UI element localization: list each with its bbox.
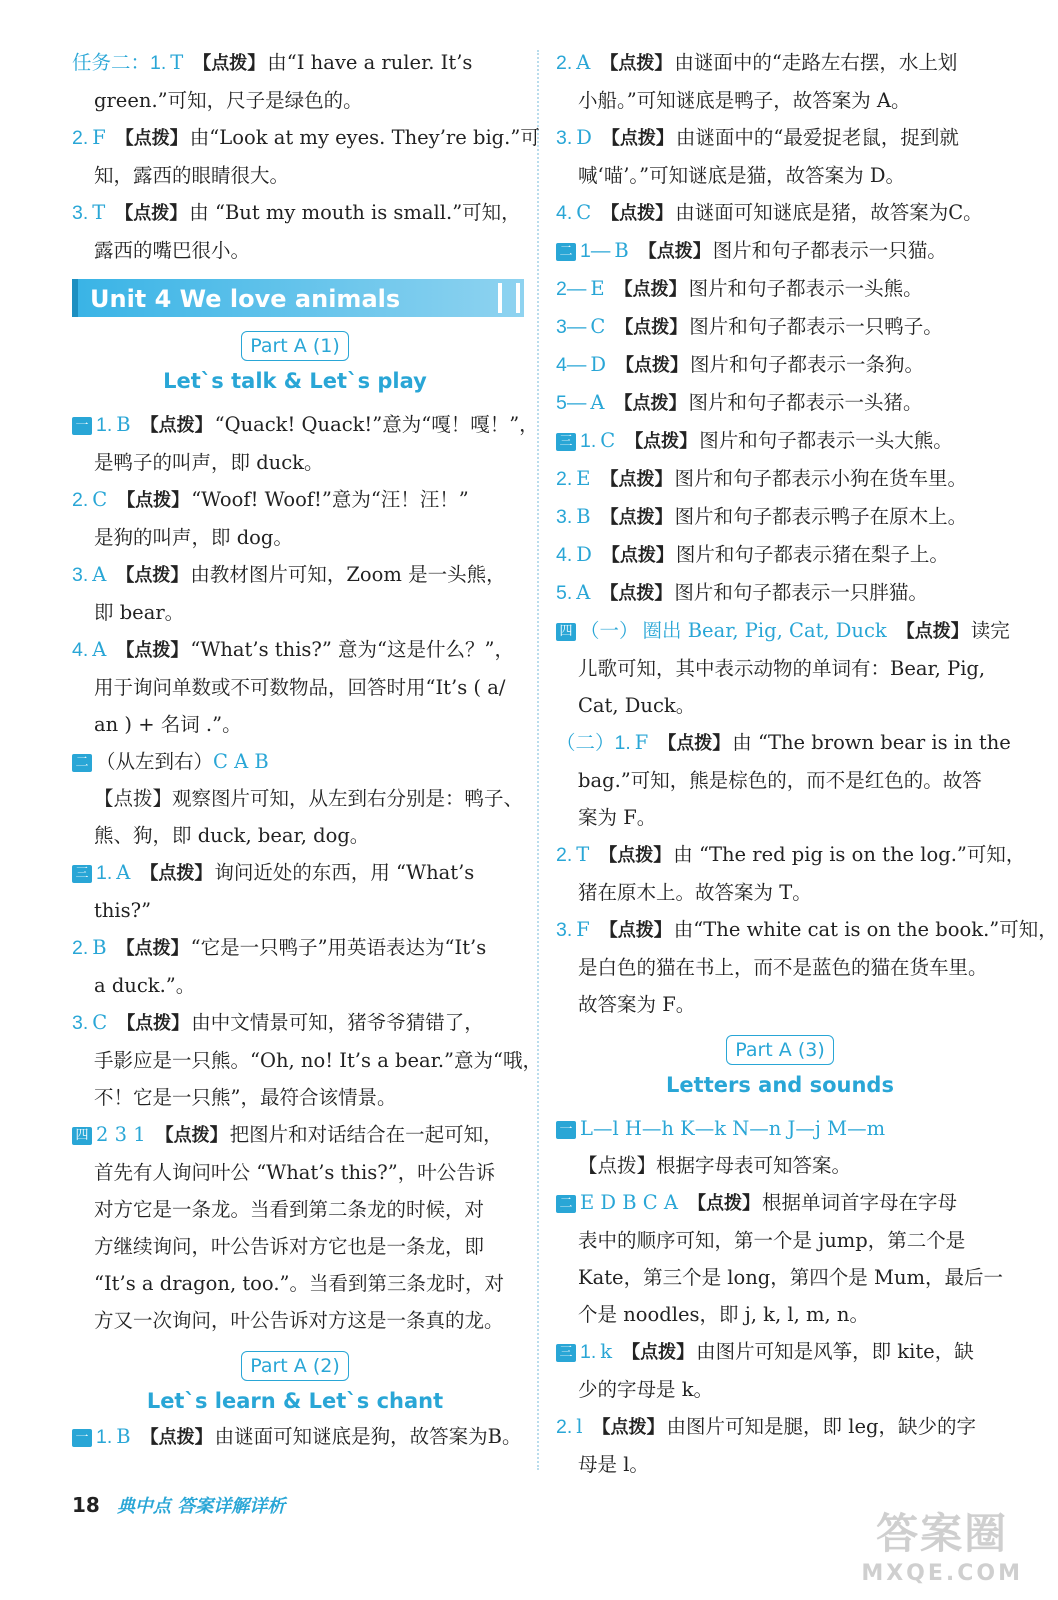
explanation-text: 方又一次询问，叶公告诉对方这是一条真的龙。 — [94, 1309, 504, 1332]
explanation-text: 对方它是一条龙。当看到第二条龙的时候，对 — [94, 1198, 485, 1221]
hint-tag: 【点拨】 — [601, 203, 674, 224]
hint-tag: 【点拨】 — [592, 1417, 665, 1438]
answer-line — [556, 1446, 1004, 1483]
answer-line — [556, 536, 1004, 574]
question-number: 3. — [72, 202, 89, 224]
question-number: 2. — [72, 127, 89, 149]
explanation-text: 图片和句子都表示一头猪。 — [688, 391, 923, 414]
answer-line — [556, 308, 1004, 346]
explanation-text: 由谜面可知谜底是狗，故答案为B。 — [214, 1425, 522, 1448]
answer-value: B — [116, 1425, 131, 1448]
section-number-badge: 三 — [556, 1344, 576, 1362]
answer-line — [72, 157, 518, 194]
hint-tag: 【点拨】 — [614, 393, 687, 414]
explanation-text: 由 “But my mouth is small.”可知， — [189, 201, 521, 224]
explanation-text: 询问近处的东西，用 “What’s — [214, 861, 475, 884]
explanation-text: 猪在原木上。故答案为 T。 — [578, 881, 812, 904]
answer-value: T — [92, 201, 106, 224]
part-label: Part A (3) — [726, 1035, 834, 1065]
explanation-text: 由 “The red pig is on the log.”可知， — [673, 843, 1026, 866]
part-subtitle: Let`s talk & Let`s play — [163, 369, 427, 393]
question-number: 4. — [72, 639, 89, 661]
question-number: 3— — [556, 316, 587, 338]
question-number: 2. — [556, 52, 573, 74]
explanation-text: “It’s a dragon, too.”。当看到第三条龙时，对 — [94, 1272, 504, 1295]
hint-tag: 【点拨】 — [688, 1193, 760, 1214]
explanation-text: 是狗的叫声，即 dog。 — [94, 526, 293, 549]
section-number-badge: 二 — [556, 243, 576, 261]
hint-tag: 【点拨】 — [599, 920, 672, 941]
answer-value: 圈出 Bear, Pig, Cat, Duck — [642, 619, 887, 642]
answer-line — [556, 650, 1004, 687]
hint-tag: 【点拨】 — [140, 863, 213, 884]
question-number: 2. — [556, 1416, 573, 1438]
question-number: 5. — [556, 582, 573, 604]
question-number: （一） — [580, 620, 639, 642]
answer-line — [556, 762, 1004, 799]
answer-line — [556, 44, 1004, 82]
banner-bars — [498, 283, 520, 313]
answer-line — [556, 460, 1004, 498]
section-number-badge: 四 — [72, 1127, 92, 1145]
answer-line — [72, 929, 518, 967]
section-number-badge: 一 — [72, 417, 92, 435]
answer-line — [72, 1154, 518, 1191]
hint-tag: 【点拨】 — [193, 53, 266, 74]
answer-line — [72, 44, 518, 82]
answer-line — [556, 1371, 1004, 1408]
brand-logo: 典中点 答案详解详析 — [116, 1496, 286, 1517]
part-label: Part A (1) — [241, 331, 349, 361]
section-number-badge: 三 — [72, 865, 92, 883]
answer-line — [556, 119, 1004, 157]
section-number-badge: 三 — [556, 433, 576, 451]
question-number: 1. — [96, 862, 113, 884]
answer-value: E — [590, 277, 605, 300]
explanation-text: “它是一只鸭子”用英语表达为“It’s — [190, 936, 487, 959]
section-number-badge: 一 — [72, 1429, 92, 1447]
answer-line — [556, 270, 1004, 308]
answer-value: E D B C A — [580, 1191, 678, 1214]
answer-value: C — [576, 201, 592, 224]
explanation-text: 图片和句子都表示一头熊。 — [688, 277, 923, 300]
answer-line — [72, 631, 518, 669]
section-number-badge: 二 — [556, 1195, 576, 1213]
question-number: 2— — [556, 278, 587, 300]
page-footer — [72, 1492, 285, 1518]
explanation-text: 图片和句子都表示小狗在货车里。 — [674, 467, 968, 490]
hint-tag: 【点拨】 — [116, 565, 189, 586]
answer-line — [72, 1116, 518, 1154]
section-number-badge: 一 — [556, 1121, 576, 1139]
explanation-text: 由图片可知是风筝，即 kite，缺 — [696, 1340, 974, 1363]
question-number: 2. — [556, 468, 573, 490]
part-subtitle: Letters and sounds — [666, 1073, 894, 1097]
explanation-text: 由“The white cat is on the book.”可知， — [673, 918, 1058, 941]
hint-tag: 【点拨】 — [140, 415, 213, 436]
answer-value: D — [590, 353, 606, 376]
question-number: 2. — [72, 489, 89, 511]
hint-tag: 【点拨】 — [601, 128, 674, 149]
answer-line — [556, 157, 1004, 194]
question-number: 3. — [556, 127, 573, 149]
answer-line — [72, 706, 518, 743]
part-a3-heading — [556, 1031, 1004, 1102]
explanation-text: 露西的嘴巴很小。 — [94, 239, 251, 262]
unit-banner — [72, 279, 524, 317]
part-a2-heading — [72, 1347, 518, 1418]
question-number: 3. — [556, 919, 573, 941]
explanation-text: 图片和句子都表示鸭子在原木上。 — [674, 505, 968, 528]
answer-line — [72, 1042, 542, 1079]
answer-value: B — [92, 936, 107, 959]
explanation-text: 由图片可知是腿，即 leg，缺少的字 — [666, 1415, 976, 1438]
answer-value: D — [576, 543, 592, 566]
question-number: 3. — [72, 1012, 89, 1034]
answer-value: E — [576, 467, 591, 490]
hint-tag: 【点拨】 — [625, 431, 698, 452]
answer-line — [556, 874, 1004, 911]
answer-value: F — [92, 126, 106, 149]
explanation-text: 即 bear。 — [94, 601, 185, 624]
answer-value: A — [92, 563, 107, 586]
question-number: 1. — [580, 430, 597, 452]
answer-line — [72, 1079, 518, 1116]
hint-tag: 【点拨】 — [616, 355, 688, 376]
explanation-text: 表中的顺序可知，第一个是 jump，第二个是 — [578, 1229, 966, 1252]
question-number: 2. — [72, 937, 89, 959]
explanation-text: 由 “The brown bear is in the — [732, 731, 1011, 754]
answer-line — [556, 232, 1004, 270]
hint-tag: 【点拨】 — [638, 241, 711, 262]
answer-value: A — [576, 51, 591, 74]
answer-line — [72, 817, 518, 854]
column-divider — [537, 50, 539, 1470]
explanation-text: 图片和句子都表示一只猫。 — [712, 239, 947, 262]
answer-value: B — [614, 239, 629, 262]
answer-line — [556, 949, 1004, 986]
answer-line — [72, 854, 518, 892]
answer-line — [556, 836, 1026, 874]
answer-line — [556, 1296, 1004, 1333]
explanation-text: 手影应是一只熊。“Oh, no! It’s a bear.”意为“哦， — [94, 1049, 542, 1072]
answer-line — [556, 194, 1004, 232]
hint-tag: 【点拨】 — [117, 1013, 190, 1034]
explanation-text: 少的字母是 k。 — [578, 1378, 714, 1401]
answer-line — [72, 119, 540, 157]
explanation-text: bag.”可知，熊是棕色的，而不是红色的。故答 — [578, 769, 982, 792]
section-number-badge: 二 — [72, 754, 92, 772]
explanation-text: 方继续询问，叶公告诉对方它也是一条龙，即 — [94, 1235, 485, 1258]
answer-line — [72, 780, 524, 817]
explanation-text: 小船。”可知谜底是鸭子，故答案为 A。 — [578, 89, 911, 112]
part-subtitle: Let`s learn & Let`s chant — [146, 1389, 444, 1413]
answer-line — [556, 1408, 1004, 1446]
explanation-text: “Woof! Woof!”意为“汪！汪！” — [191, 488, 469, 511]
answer-line — [556, 1222, 1004, 1259]
answer-value: B — [116, 413, 131, 436]
answer-value: F — [634, 731, 649, 754]
answer-line — [72, 1004, 518, 1042]
explanation-text: “What’s this?” 意为“这是什么？”， — [190, 638, 514, 661]
answer-value: A — [590, 391, 605, 414]
answer-line — [556, 346, 1004, 384]
hint-tag: 【点拨】 — [600, 53, 673, 74]
section-number-badge: 四 — [556, 623, 576, 641]
question-number: 1. — [580, 1341, 597, 1363]
answer-line — [556, 986, 1004, 1023]
answer-value: B — [576, 505, 591, 528]
explanation-text: 知，露西的眼睛很大。 — [94, 164, 290, 187]
answer-value: A — [92, 638, 107, 661]
hint-tag: 【点拨】 — [658, 733, 731, 754]
answer-value: T — [576, 843, 590, 866]
answer-line — [72, 556, 518, 594]
explanation-text: Cat, Duck。 — [578, 694, 696, 717]
explanation-text: 【点拨】观察图片可知，从左到右分别是：鸭子、 — [94, 787, 524, 810]
explanation-text: 故答案为 F。 — [578, 993, 696, 1016]
explanation-text: 由教材图片可知，Zoom 是一头熊， — [190, 563, 506, 586]
answer-value: C A B — [213, 750, 269, 773]
explanation-text: 是鸭子的叫声，即 duck。 — [94, 451, 324, 474]
answer-value: A — [576, 581, 591, 604]
hint-tag: 【点拨】 — [116, 938, 189, 959]
answer-line — [556, 1259, 1004, 1296]
answer-line — [556, 1184, 1004, 1222]
hint-tag: 【点拨】 — [140, 1427, 213, 1448]
explanation-text: 图片和句子都表示一条狗。 — [690, 353, 925, 376]
answer-line — [556, 82, 1004, 119]
answer-line — [72, 1418, 522, 1456]
answer-line — [72, 743, 518, 780]
explanation-text: 用于询问单数或不可数物品，回答时用“It’s ( a/ — [94, 676, 506, 699]
explanation-text: 是白色的猫在书上，而不是蓝色的猫在货车里。 — [578, 956, 988, 979]
explanation-text: 首先有人询问叶公 “What’s this?”，叶公告诉 — [94, 1161, 496, 1184]
explanation-text: 个是 noodles，即 j, k, l, m, n。 — [578, 1303, 869, 1326]
explanation-text: 由中文情景可知，猪爷爷猜错了， — [191, 1011, 484, 1034]
answer-line — [72, 194, 521, 232]
question-number: （二）1. — [556, 732, 631, 754]
answer-line — [72, 594, 518, 631]
hint-tag: 【点拨】 — [600, 507, 673, 528]
explanation-text: 由谜面中的“最爱捉老鼠，捉到就 — [675, 126, 959, 149]
answer-line — [556, 1333, 1004, 1371]
explanation-text: 喊‘喵’。”可知谜底是猫，故答案为 D。 — [578, 164, 905, 187]
explanation-text: （从左到右） — [96, 750, 214, 773]
explanation-text: 熊、狗，即 duck, bear, dog。 — [94, 824, 370, 847]
question-number: 1. — [96, 414, 113, 436]
hint-tag: 【点拨】 — [116, 640, 189, 661]
question-number: 1— — [580, 240, 611, 262]
answer-line — [72, 519, 518, 556]
explanation-text: an ) + 名词 .”。 — [94, 713, 242, 736]
answer-value: 2 3 1 — [96, 1123, 146, 1146]
page-number: 18 — [72, 1493, 100, 1517]
watermark-text: 答案圈 — [876, 1509, 1009, 1558]
part-label: Part A (2) — [241, 1351, 349, 1381]
explanation-text: 儿歌可知，其中表示动物的单词有：Bear, Pig, — [578, 657, 986, 680]
question-number: 任务二：1. — [72, 52, 167, 74]
explanation-text: green.”可知，尺子是绿色的。 — [94, 89, 363, 112]
answer-value: F — [576, 918, 590, 941]
question-number: 4— — [556, 354, 587, 376]
explanation-text: 读完 — [970, 619, 1010, 642]
answer-line — [556, 574, 1004, 612]
answer-line — [72, 967, 518, 1004]
answer-value: L—l H—h K—k N—n J—j M—m — [580, 1117, 886, 1140]
explanation-text: 图片和句子都表示一只鸭子。 — [689, 315, 943, 338]
question-number: 3. — [556, 506, 573, 528]
explanation-text: 把图片和对话结合在一起可知， — [229, 1123, 503, 1146]
explanation-text: 【点拨】根据字母表可知答案。 — [578, 1154, 852, 1177]
answer-line — [556, 422, 1004, 460]
answer-line — [72, 1228, 518, 1265]
part-a1-heading — [72, 327, 518, 398]
answer-value: C — [92, 488, 108, 511]
right-column — [556, 44, 1058, 1483]
question-number: 5— — [556, 392, 587, 414]
hint-tag: 【点拨】 — [599, 845, 672, 866]
hint-tag: 【点拨】 — [622, 1342, 695, 1363]
hint-tag: 【点拨】 — [117, 490, 190, 511]
answer-line — [72, 1265, 518, 1302]
answer-line — [72, 406, 539, 444]
answer-line — [556, 498, 1004, 536]
answer-line — [556, 799, 1004, 836]
explanation-text: 由谜面可知谜底是猪，故答案为C。 — [675, 201, 983, 224]
question-number: 4. — [556, 544, 573, 566]
explanation-text: “Quack! Quack!”意为“嘎！嘎！”， — [214, 413, 539, 436]
answer-line — [556, 612, 1010, 650]
question-number: 1. — [96, 1426, 113, 1448]
answer-line — [556, 724, 1011, 762]
answer-value: C — [92, 1011, 108, 1034]
explanation-text: 根据单词首字母在字母 — [762, 1191, 958, 1214]
answer-line — [72, 1302, 518, 1339]
explanation-text: 不！它是一只熊”，最符合该情景。 — [94, 1086, 397, 1109]
answer-line — [72, 82, 518, 119]
answer-value: C — [600, 429, 616, 452]
left-column — [72, 44, 542, 1456]
answer-value: l — [576, 1415, 583, 1438]
hint-tag: 【点拨】 — [614, 279, 687, 300]
answer-value: D — [576, 126, 592, 149]
watermark-url: MXQE.COM — [861, 1561, 1023, 1586]
answer-line — [72, 892, 518, 929]
question-number: 2. — [556, 844, 573, 866]
hint-tag: 【点拨】 — [896, 621, 969, 642]
answer-line — [556, 911, 1058, 949]
hint-tag: 【点拨】 — [155, 1125, 228, 1146]
answer-line — [72, 669, 518, 706]
answer-line — [556, 1147, 1004, 1184]
explanation-text: 案为 F。 — [578, 806, 657, 829]
answer-value: C — [590, 315, 606, 338]
hint-tag: 【点拨】 — [115, 203, 188, 224]
answer-line — [72, 232, 518, 269]
watermark — [861, 1501, 1023, 1586]
answer-line — [72, 444, 518, 481]
explanation-text: 图片和句子都表示猪在梨子上。 — [675, 543, 949, 566]
question-number: 3. — [72, 564, 89, 586]
hint-tag: 【点拨】 — [600, 583, 673, 604]
answer-line — [556, 687, 1004, 724]
explanation-text: 由谜面中的“走路左右摆，水上划 — [674, 51, 958, 74]
explanation-text: 图片和句子都表示一头大熊。 — [699, 429, 953, 452]
hint-tag: 【点拨】 — [115, 128, 188, 149]
unit-title: Unit 4 We love animals — [90, 285, 401, 313]
answer-line — [556, 1110, 1004, 1147]
explanation-text: 由“Look at my eyes. They’re big.”可 — [189, 126, 540, 149]
answer-line — [556, 384, 1004, 422]
hint-tag: 【点拨】 — [615, 317, 688, 338]
answer-line — [72, 481, 518, 519]
explanation-text: this?” — [94, 899, 152, 922]
explanation-text: 图片和句子都表示一只胖猫。 — [674, 581, 928, 604]
explanation-text: Kate，第三个是 long，第四个是 Mum，最后一 — [578, 1266, 1004, 1289]
explanation-text: a duck.”。 — [94, 974, 196, 997]
question-number: 4. — [556, 202, 573, 224]
hint-tag: 【点拨】 — [601, 545, 674, 566]
explanation-text: 由“I have a ruler. It’s — [267, 51, 473, 74]
answer-value: T — [170, 51, 184, 74]
explanation-text: 母是 l。 — [578, 1453, 649, 1476]
hint-tag: 【点拨】 — [600, 469, 673, 490]
answer-value: k — [600, 1340, 613, 1363]
answer-value: A — [116, 861, 131, 884]
answer-line — [72, 1191, 518, 1228]
